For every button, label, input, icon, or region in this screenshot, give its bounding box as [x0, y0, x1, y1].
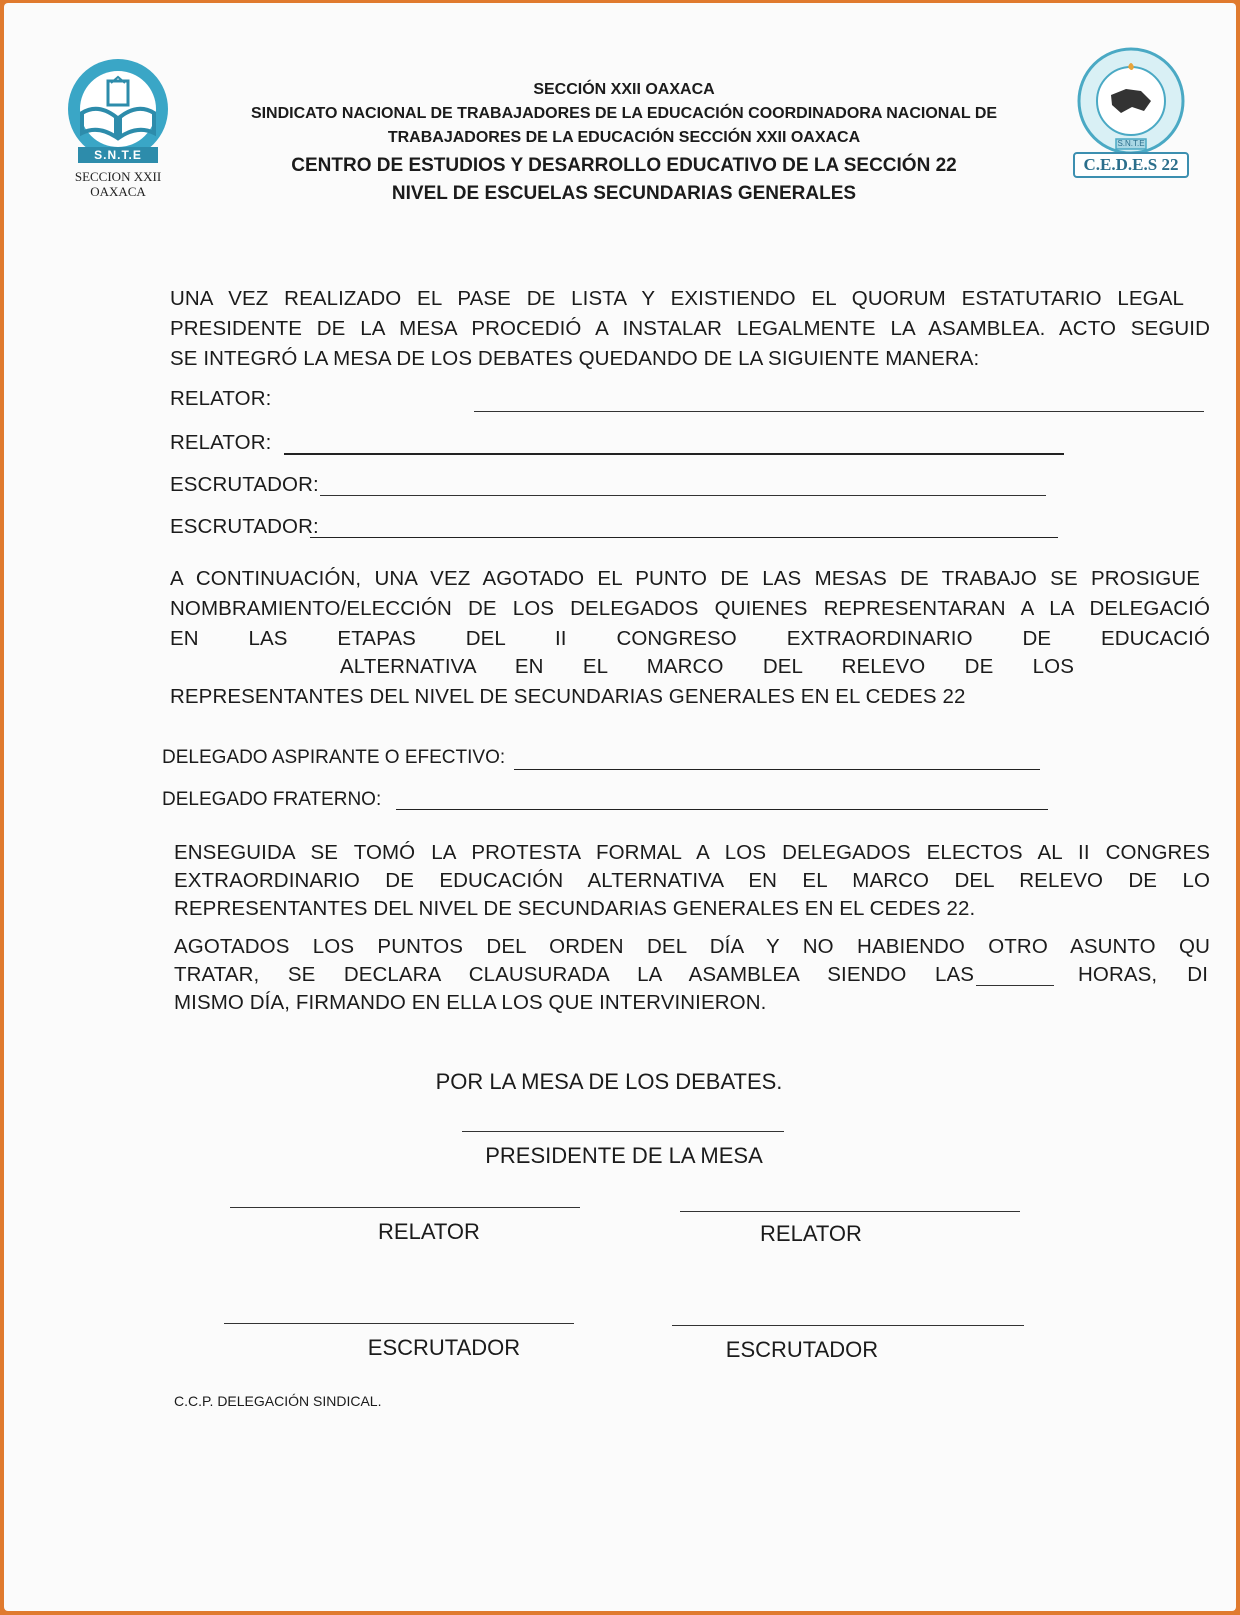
delegado-fraterno-line — [396, 809, 1048, 810]
cedes-badge-top: S.N.T.E — [1117, 139, 1145, 148]
para3-line3: REPRESENTANTES DEL NIVEL DE SECUNDARIAS GENERALES EN EL CEDES 22. — [174, 897, 976, 920]
header-line5: NIVEL DE ESCUELAS SECUNDARIAS GENERALES — [391, 183, 857, 204]
escrutador-right-signature-line — [672, 1325, 1024, 1326]
snte-caption-line1: SECCION XXII — [74, 169, 162, 184]
document-page — [4, 3, 1236, 1611]
escrutador-2-label: ESCRUTADOR: — [170, 515, 319, 538]
escrutador-1-label: ESCRUTADOR: — [170, 473, 319, 496]
para1-line1: UNA VEZ REALIZADO EL PASE DE LISTA Y EXISTIENDO EL QUORUM ESTATUTARIO LEGAL — [170, 287, 1184, 310]
delegado-fraterno-label: DELEGADO FRATERNO: — [162, 789, 382, 810]
relator-right-label: RELATOR — [760, 1221, 862, 1246]
cedes-logo — [1066, 45, 1196, 185]
header-line2: SINDICATO NACIONAL DE TRABAJADORES DE LA EDUCACIÓN COORDINADORA NACIONAL DE — [250, 105, 998, 122]
escrutador-right-label: ESCRUTADOR — [725, 1337, 879, 1362]
escrutador-left-label: ESCRUTADOR — [367, 1335, 521, 1360]
relator-2-label: RELATOR: — [170, 431, 272, 454]
ccp-note: C.C.P. DELEGACIÓN SINDICAL. — [174, 1393, 382, 1409]
relator-2-line — [284, 453, 1064, 455]
snte-caption-line2: OAXACA — [90, 184, 146, 199]
relator-left-label: RELATOR — [378, 1219, 480, 1244]
relator-left-signature-line — [230, 1207, 580, 1208]
snte-badge-label: S.N.T.E — [94, 148, 142, 162]
para4-line3: MISMO DÍA, FIRMANDO EN ELLA LOS QUE INTERVINIERON. — [174, 991, 767, 1014]
cedes-badge-main: C.E.D.E.S 22 — [1083, 155, 1179, 174]
delegado-efectivo-label: DELEGADO ASPIRANTE O EFECTIVO: — [162, 747, 506, 768]
para4-line2a: TRATAR, SE DECLARA CLAUSURADA LA ASAMBLEA SIENDO LAS — [174, 963, 974, 986]
para1-line2: PRESIDENTE DE LA MESA PROCEDIÓ A INSTALAR LEGALMENTE LA ASAMBLEA. ACTO SEGUID — [170, 317, 1210, 340]
para4-line1: AGOTADOS LOS PUNTOS DEL ORDEN DEL DÍA Y NO HABIENDO OTRO ASUNTO QU — [174, 935, 1210, 958]
header-line3: TRABAJADORES DE LA EDUCACIÓN SECCIÓN XXII OAXACA — [387, 129, 861, 146]
relator-right-signature-line — [680, 1211, 1020, 1212]
horas-blank-line — [976, 985, 1054, 986]
para2-line3: EN LAS ETAPAS DEL II CONGRESO EXTRAORDINARIO DE EDUCACIÓ — [170, 627, 1210, 650]
presidente-label: PRESIDENTE DE LA MESA — [485, 1143, 763, 1168]
para2-line1: A CONTINUACIÓN, UNA VEZ AGOTADO EL PUNTO DE LAS MESAS DE TRABAJO SE PROSIGUE — [170, 567, 1200, 590]
presidente-signature-line — [462, 1131, 784, 1132]
para1-line3: SE INTEGRÓ LA MESA DE LOS DEBATES QUEDANDO DE LA SIGUIENTE MANERA: — [170, 347, 980, 370]
relator-1-label: RELATOR: — [170, 387, 272, 410]
delegado-efectivo-line — [514, 769, 1040, 770]
header-line1: SECCIÓN XXII OAXACA — [533, 81, 715, 98]
para4-line2b: HORAS, DI — [1078, 963, 1208, 986]
relator-1-line — [474, 411, 1204, 412]
snte-logo — [58, 53, 178, 203]
header-line4: CENTRO DE ESTUDIOS Y DESARROLLO EDUCATIVO DE LA SECCIÓN 22 — [291, 155, 957, 176]
escrutador-left-signature-line — [224, 1323, 574, 1324]
escrutador-1-line — [320, 495, 1046, 496]
escrutador-2-line — [310, 537, 1058, 538]
signatures-heading: POR LA MESA DE LOS DEBATES. — [435, 1069, 783, 1094]
para2-line4: ALTERNATIVA EN EL MARCO DEL RELEVO DE LOS — [340, 655, 1074, 678]
para2-line2: NOMBRAMIENTO/ELECCIÓN DE LOS DELEGADOS QUIENES REPRESENTARAN A LA DELEGACIÓ — [170, 597, 1210, 620]
para3-line1: ENSEGUIDA SE TOMÓ LA PROTESTA FORMAL A LOS DELEGADOS ELECTOS AL II CONGRES — [174, 841, 1210, 864]
para3-line2: EXTRAORDINARIO DE EDUCACIÓN ALTERNATIVA EN EL MARCO DEL RELEVO DE LO — [174, 869, 1210, 892]
para2-line5: REPRESENTANTES DEL NIVEL DE SECUNDARIAS GENERALES EN EL CEDES 22 — [170, 685, 966, 708]
